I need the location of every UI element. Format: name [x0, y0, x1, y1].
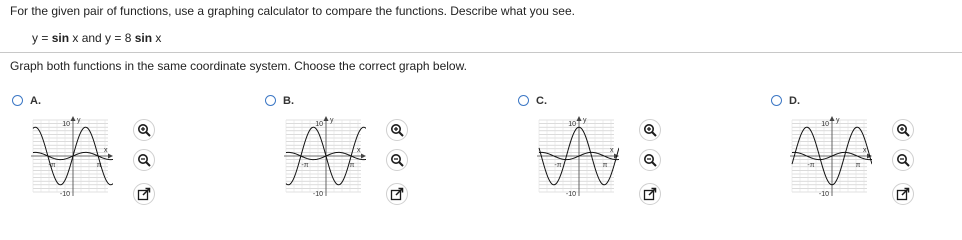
zoom-in-button[interactable] — [133, 119, 155, 141]
function-prefix: y = — [32, 31, 52, 45]
zoom-in-icon — [642, 122, 658, 138]
choice-a-radio[interactable] — [12, 95, 23, 106]
question-text: Graph both functions in the same coordinate system. Choose the correct graph below. — [10, 59, 467, 73]
zoom-out-button[interactable] — [892, 149, 914, 171]
graph-a[interactable] — [28, 116, 113, 196]
choice-d — [769, 92, 962, 222]
y-axis-label: y — [583, 117, 587, 124]
zoom-in-icon — [136, 122, 152, 138]
pop-out-icon — [642, 186, 658, 202]
y-tick-bottom: -10 — [565, 191, 576, 196]
x-axis-label: x — [104, 147, 108, 154]
zoom-out-button[interactable] — [639, 149, 661, 171]
zoom-out-icon — [136, 152, 152, 168]
pop-out-icon — [389, 186, 405, 202]
y-tick-bottom: -10 — [818, 191, 829, 196]
zoom-out-button[interactable] — [386, 149, 408, 171]
y-tick-top: 10 — [568, 121, 576, 128]
y-axis-label: y — [77, 117, 81, 124]
choice-c-label[interactable]: C. — [536, 95, 547, 107]
y-tick-bottom: -10 — [312, 191, 323, 196]
choice-c-radio[interactable] — [518, 95, 529, 106]
pop-out-button[interactable] — [639, 183, 661, 205]
functions-text — [32, 31, 161, 45]
x-axis-label: x — [610, 147, 614, 154]
x-axis-label: x — [357, 147, 361, 154]
graph-b[interactable] — [281, 116, 366, 196]
function-sin-2: sin — [134, 31, 153, 45]
y-tick-top: 10 — [821, 121, 829, 128]
function-suffix: x — [152, 31, 162, 45]
pop-out-button[interactable] — [892, 183, 914, 205]
y-axis-arrow — [830, 116, 835, 121]
zoom-out-button[interactable] — [133, 149, 155, 171]
x-axis-arrow — [108, 154, 113, 159]
choice-d-radio[interactable] — [771, 95, 782, 106]
x-axis-arrow — [361, 154, 366, 159]
y-tick-bottom: -10 — [59, 191, 70, 196]
zoom-out-icon — [642, 152, 658, 168]
x-tick-pi: π — [349, 162, 355, 169]
pop-out-icon — [895, 186, 911, 202]
y-axis-arrow — [577, 116, 582, 121]
zoom-out-icon — [389, 152, 405, 168]
graph-d[interactable] — [787, 116, 872, 196]
zoom-in-icon — [389, 122, 405, 138]
pop-out-button[interactable] — [386, 183, 408, 205]
pop-out-icon — [136, 186, 152, 202]
y-axis-label: y — [836, 117, 840, 124]
y-axis-arrow — [324, 116, 329, 121]
function-sin-1: sin — [51, 31, 70, 45]
y-tick-top: 10 — [315, 121, 323, 128]
divider — [0, 52, 962, 53]
x-tick-neg-pi: -π — [554, 162, 562, 169]
choice-d-label[interactable]: D. — [789, 95, 800, 107]
x-tick-neg-pi: -π — [48, 162, 56, 169]
choice-b-label[interactable]: B. — [283, 95, 294, 107]
x-axis-label: x — [863, 147, 867, 154]
graph-c[interactable] — [534, 116, 619, 196]
x-tick-pi: π — [855, 162, 861, 169]
function-middle: x and y = 8 — [69, 31, 135, 45]
instruction-text: For the given pair of functions, use a graphing calculator to compare the functions. Describe what you see. — [10, 4, 575, 18]
pop-out-button[interactable] — [133, 183, 155, 205]
y-axis-label: y — [330, 117, 334, 124]
choice-b-radio[interactable] — [265, 95, 276, 106]
y-axis-arrow — [71, 116, 76, 121]
choice-a — [10, 92, 210, 222]
x-tick-pi: π — [602, 162, 608, 169]
choice-c — [516, 92, 716, 222]
zoom-in-icon — [895, 122, 911, 138]
choice-a-label[interactable]: A. — [30, 95, 41, 107]
x-tick-pi: π — [96, 162, 102, 169]
x-tick-neg-pi: -π — [807, 162, 815, 169]
x-tick-neg-pi: -π — [301, 162, 309, 169]
choice-b — [263, 92, 463, 222]
zoom-out-icon — [895, 152, 911, 168]
zoom-in-button[interactable] — [386, 119, 408, 141]
zoom-in-button[interactable] — [892, 119, 914, 141]
zoom-in-button[interactable] — [639, 119, 661, 141]
y-tick-top: 10 — [62, 121, 70, 128]
